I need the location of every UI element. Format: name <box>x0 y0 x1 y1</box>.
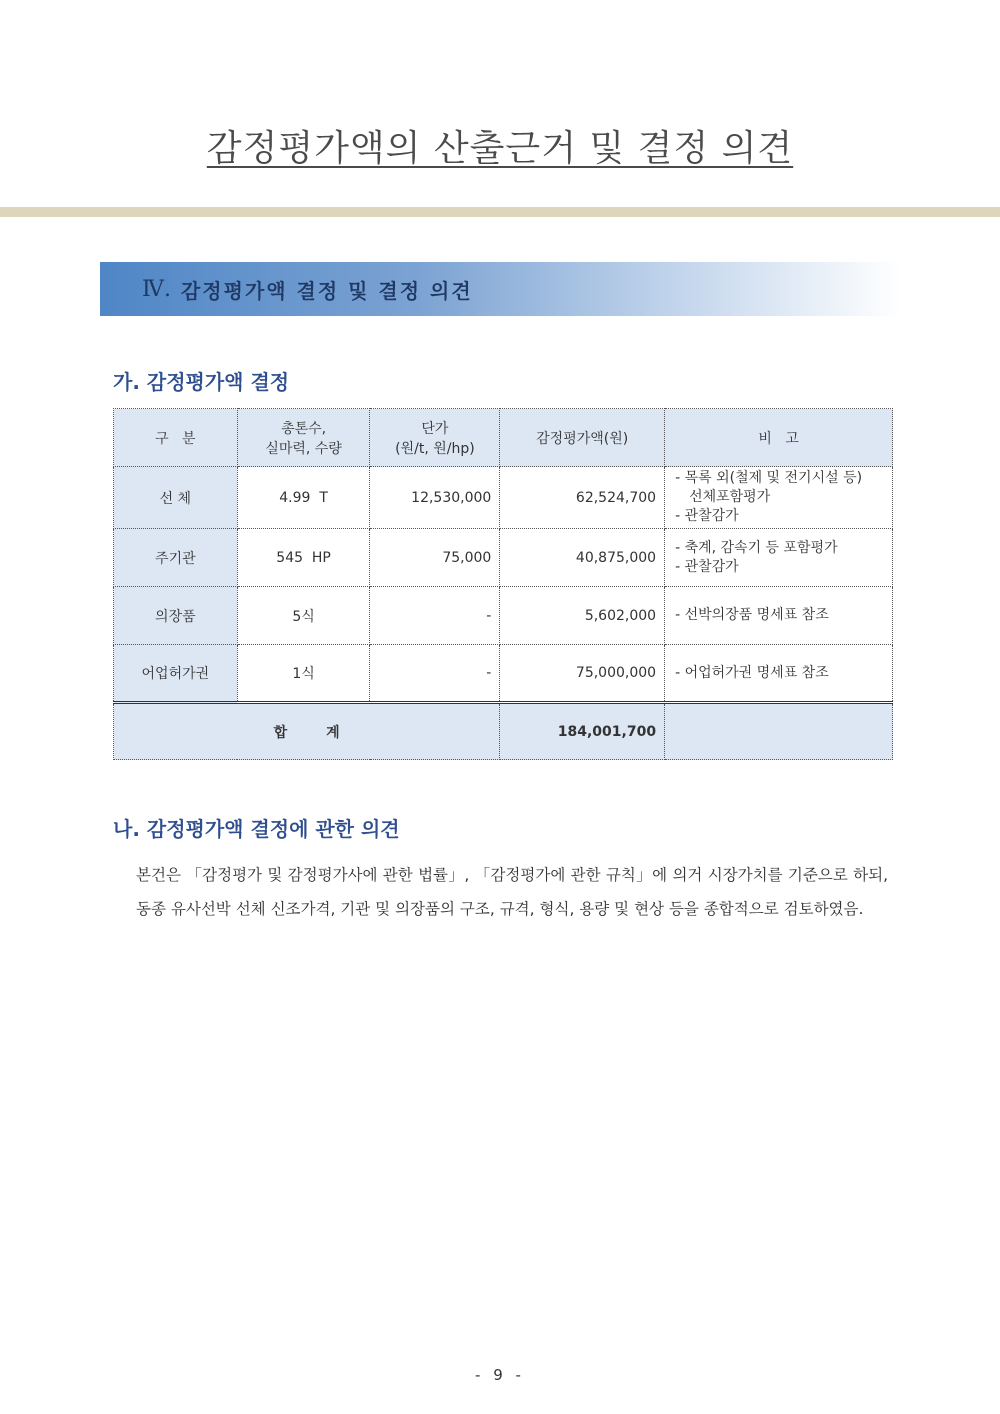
row-quantity: 1식 <box>237 645 370 703</box>
row-amount: 5,602,000 <box>500 587 665 645</box>
row-unit-price: 12,530,000 <box>370 467 500 529</box>
table-row <box>114 467 893 529</box>
row-quantity: 545 HP <box>237 529 370 587</box>
header-quantity-line2: 실마력, 수량 <box>265 440 342 457</box>
total-label: 합 계 <box>114 703 500 760</box>
remark-line: 선체포함평가 <box>689 489 771 505</box>
row-unit-price: - <box>370 645 500 703</box>
row-amount: 62,524,700 <box>500 467 665 529</box>
header-amount: 감정평가액(원) <box>500 409 665 467</box>
row-quantity: 5식 <box>237 587 370 645</box>
row-category: 어업허가권 <box>114 645 238 703</box>
section-banner <box>100 262 900 316</box>
total-remarks <box>665 703 893 760</box>
header-category: 구 분 <box>114 409 238 467</box>
row-remarks <box>665 529 893 587</box>
row-category: 선 체 <box>114 467 238 529</box>
document-title-wrapper <box>0 120 1000 171</box>
document-title: 감정평가액의 산출근거 및 결정 의견 <box>206 128 794 169</box>
header-quantity-line1: 총톤수, <box>281 420 327 437</box>
remark-line: - 선박의장품 명세표 참조 <box>675 607 829 623</box>
row-unit-price: 75,000 <box>370 529 500 587</box>
section-numeral: Ⅳ. <box>142 276 171 302</box>
row-category: 의장품 <box>114 587 238 645</box>
total-amount: 184,001,700 <box>500 703 665 760</box>
section-title: 감정평가액 결정 및 결정 의견 <box>180 278 473 303</box>
header-remarks: 비 고 <box>665 409 893 467</box>
subsection-b-heading: 나. 감정평가액 결정에 관한 의견 <box>113 817 400 841</box>
remark-line: - 어업허가권 명세표 참조 <box>675 664 829 681</box>
row-quantity: 4.99 T <box>237 467 370 529</box>
table-row <box>114 587 893 645</box>
remark-line: - 관찰감가 <box>675 508 739 524</box>
row-category: 주기관 <box>114 529 238 587</box>
remark-line: - 목록 외(철제 및 전기시설 등) <box>675 470 863 486</box>
row-amount: 75,000,000 <box>500 645 665 703</box>
row-remarks <box>665 645 893 703</box>
header-unit-price-line1: 단가 <box>421 420 449 437</box>
row-remarks <box>665 467 893 529</box>
header-unit-price <box>370 409 500 467</box>
subsection-a-heading: 가. 감정평가액 결정 <box>113 370 290 394</box>
page-number: - 9 - <box>475 1366 525 1384</box>
row-remarks <box>665 587 893 645</box>
row-unit-price: - <box>370 587 500 645</box>
header-quantity <box>237 409 370 467</box>
table-row <box>114 529 893 587</box>
table-row <box>114 645 893 703</box>
remark-line: - 관찰감가 <box>675 558 739 575</box>
table-total-row <box>114 703 893 760</box>
opinion-paragraph: 본건은 「감정평가 및 감정평가사에 관한 법률」, 「감정평가에 관한 규칙」에 의거 시장가치를 기준으로 하되, 동종 유사선박 선체 신조가격, 기관 및 의장품의 구조, 규격, 형식, 용량 및 현상 등을 종합적으로 검토하였음. <box>136 866 888 918</box>
header-unit-price-line2: (원/t, 원/hp) <box>395 440 475 457</box>
title-divider-bar <box>0 207 1000 217</box>
table-header-row <box>114 409 893 467</box>
row-amount: 40,875,000 <box>500 529 665 587</box>
remark-line: - 축계, 감속기 등 포함평가 <box>675 539 838 556</box>
valuation-table <box>113 408 893 760</box>
